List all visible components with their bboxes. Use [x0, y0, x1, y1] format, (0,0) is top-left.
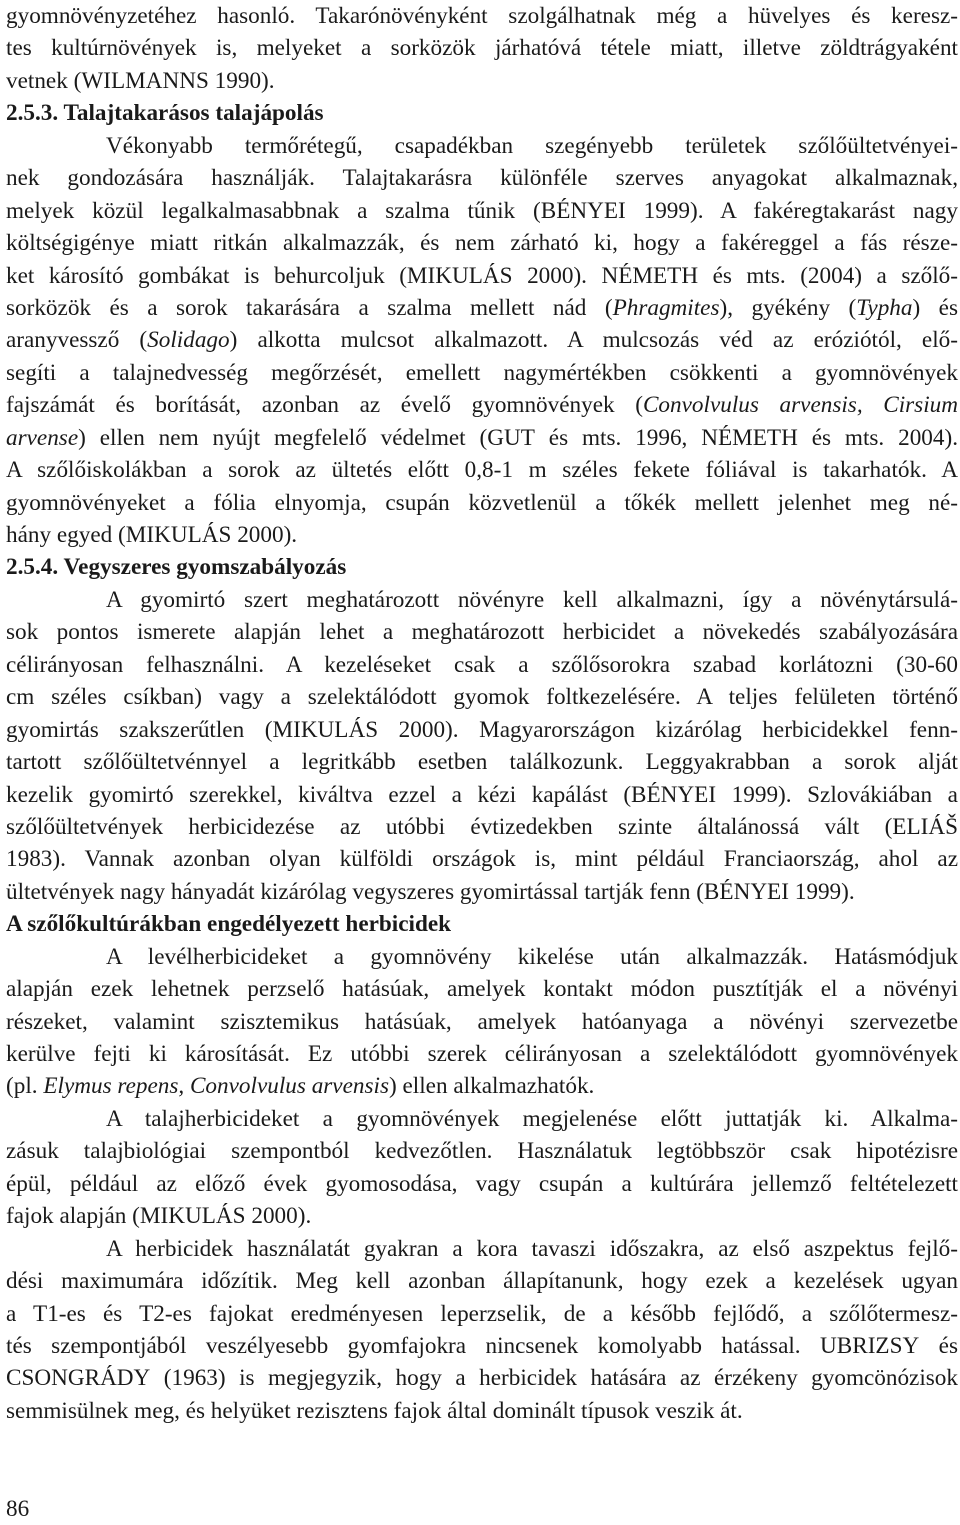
- author-name: LIÁŠ: [906, 813, 958, 840]
- text-line: A szőlőiskolákban a sorok az ültetés előtt 0,8-1 m széles fekete fóliával is takarhatók. A: [6, 457, 958, 484]
- text-line: sorközök és a sorok takarására a szalma mellett nád (Phragmites), gyékény (Typha) és: [6, 294, 958, 321]
- text-line: nek gondozására használják. Talajtakarásra különféle szerves anyagokat alkalmaznak,: [6, 165, 958, 192]
- text-line: A herbicidek használatát gyakran a kora tavaszi időszakra, az első aszpektus fejlő-: [106, 1235, 958, 1262]
- text-line: segíti a talajnedvesség megőrzését, emellett nagymértékben csökkenti a gyomnövények: [6, 359, 958, 386]
- text-line: A gyomirtó szert meghatározott növényre kell alkalmazni, így a növénytársulá-: [106, 586, 958, 613]
- author-name: BRIZSY: [836, 1332, 920, 1359]
- author-name: ÉNYEI: [719, 878, 789, 905]
- text-line: alapján ezek lehetnek perzselő hatásúak, amelyek kontakt módon pusztítják el a növényi: [6, 976, 958, 1003]
- text-line: A levélherbicideket a gyomnövény kikelése után alkalmazzák. Hatásmódjuk: [106, 943, 958, 970]
- author-name: ÉMETH: [717, 424, 798, 451]
- author-name: ÉNYEI: [646, 781, 717, 808]
- text-line: semmisülnek meg, és helyüket rezisztens fajok által dominált típusok veszik át.: [6, 1397, 743, 1424]
- species-name: Solidago: [147, 327, 230, 354]
- text-line: gyomnövényeket a fólia elnyomja, csupán közvetlenül a tőkék mellett jelenhet meg né-: [6, 489, 958, 516]
- text-line: költségigénye miatt ritkán alkalmazzák, és nem zárható ki, hogy a fakéreggel a fás része-: [6, 230, 958, 257]
- species-name: Phragmites: [612, 294, 720, 321]
- text-line: tes kultúrnövények is, melyeket a sorközök járhatóvá tétele miatt, illetve zöldtrágyaként: [6, 35, 958, 62]
- author-name: IKULÁS: [146, 522, 232, 548]
- section-heading: 2.5.4. Vegyszeres gyomszabályozás: [6, 554, 347, 581]
- author-name: IKULÁS: [160, 1203, 246, 1230]
- text-line: A talajherbicideket a gyomnövények megjelenése előtt juttatják ki. Alkalma-: [106, 1105, 958, 1132]
- text-line: melyek közül legalkalmasabbnak a szalma tűnik (BÉNYEI 1999). A fakéregtakarást nagy: [6, 197, 958, 224]
- text-line: aranyvessző (Solidago) alkotta mulcsot alkalmazott. A mulcsozás véd az eróziótól, elő-: [6, 327, 958, 354]
- text-line: CSONGRÁDY (1963) is megjegyzik, hogy a herbicidek hatására az érzékeny gyomcönózisok: [6, 1365, 958, 1392]
- text-line: gyomirtás szakszerűtlen (MIKULÁS 2000). Magyarországon kizárólag herbicidekkel fenn-: [6, 716, 958, 743]
- text-line: fajszámát és borítását, azonban az évelő gyomnövények (Convolvulus arvensis, Cirsium: [6, 392, 958, 419]
- species-name: Typha: [856, 294, 913, 321]
- author-name: IKULÁS: [427, 262, 513, 289]
- text-line: fajok alapján (MIKULÁS 2000).: [6, 1203, 312, 1230]
- subsection-heading: A szőlőkultúrákban engedélyezett herbicidek: [6, 911, 452, 938]
- text-line: ültetvények nagy hányadát kizárólag vegyszeres gyomirtással tartják fenn (BÉNYEI 1999).: [6, 878, 855, 905]
- text-line: arvense) ellen nem nyújt megfelelő védelmet (GUT és mts. 1996, NÉMETH és mts. 2004).: [6, 424, 958, 451]
- text-line: zásuk talajbiológiai szempontból kedvezőtlen. Használatuk legtöbbször csak hipotézisre: [6, 1138, 958, 1165]
- text-line: kezelik gyomirtó szerekkel, kiváltva ezzel a kézi kapálást (BÉNYEI 1999). Szlovákiában a: [6, 781, 958, 808]
- text-line: a T1-es és T2-es fajokat eredményesen leperzselik, de a később fejlődő, a szőlőtermesz-: [6, 1300, 958, 1327]
- author-name: ILMANNS: [103, 67, 209, 94]
- text-line: sok pontos ismerete alapján lehet a meghatározott herbicidet a növekedés szabályozására: [6, 619, 958, 646]
- text-line: gyomnövényzetéhez hasonló. Takarónövényként szolgálhatnak még a hüvelyes és keresz-: [6, 3, 958, 29]
- text-line: kerülve fejti ki károsítását. Ez utóbbi szerek célirányosan a szelektálódott gyomnövények: [6, 1041, 958, 1067]
- text-line: ket károsító gombákat is behurcoljuk (MIKULÁS 2000). NÉMETH és mts. (2004) a szőlő-: [6, 262, 958, 289]
- text-line: (pl. Elymus repens, Convolvulus arvensis) ellen alkalmazhatók.: [6, 1073, 595, 1100]
- author-name: UT: [503, 424, 535, 451]
- text-line: hány egyed (MIKULÁS 2000).: [6, 522, 298, 548]
- text-line: tartott szőlőültetvénnyel a legritkább esetben találkozunk. Leggyakrabban a sorok alját: [6, 749, 958, 776]
- text-line: dési maximumára időzítik. Meg kell azonban állapítanunk, hogy ezek a kezelések ugyan: [6, 1268, 958, 1295]
- page-number: 86: [6, 1496, 30, 1522]
- author-name: IKULÁS: [293, 716, 379, 743]
- text-line: célirányosan felhasználni. A kezeléseket csak a szőlősorokra szabad korlátozni (30-60: [6, 651, 958, 678]
- author-name: ÉNYEI: [556, 197, 626, 224]
- text-line: cm széles csíkban) vagy a szelektálódott gyomok foltkezelésére. A teljes felületen történő: [6, 684, 958, 711]
- author-name: ÉMETH: [618, 262, 699, 289]
- page-body: [6, 0, 958, 1427]
- species-name: arvense: [6, 424, 79, 451]
- text-line: vetnek (WILMANNS 1990).: [6, 67, 275, 94]
- text-line: szőlőültetvények herbicidezése az utóbbi évtizedekben szinte általánossá vált (ELIÁŠ: [6, 813, 958, 840]
- text-line: 1983). Vannak azonban olyan külföldi országok is, mint például Franciaország, ahol az: [6, 846, 958, 873]
- text-line: tés szempontjából veszélyesebb gyomfajokra nincsenek komolyabb hatással. UBRIZSY és: [6, 1332, 958, 1359]
- text-line: részeket, valamint szisztemikus hatásúak, amelyek hatóanyaga a növényi szervezetbe: [6, 1008, 958, 1035]
- author-name: SONGRÁDY: [21, 1365, 151, 1392]
- section-heading: 2.5.3. Talajtakarásos talajápolás: [6, 100, 324, 127]
- species-name: Elymus repens, Convolvulus arvensis: [43, 1073, 389, 1100]
- species-name: Convolvulus arvensis, Cirsium: [642, 392, 958, 419]
- text-line: épül, például az előző évek gyomosodása, vagy csupán a kultúrára jellemző feltételezett: [6, 1170, 958, 1197]
- text-line: Vékonyabb termőrétegű, csapadékban szegényebb területek szőlőültetvényei-: [106, 132, 958, 159]
